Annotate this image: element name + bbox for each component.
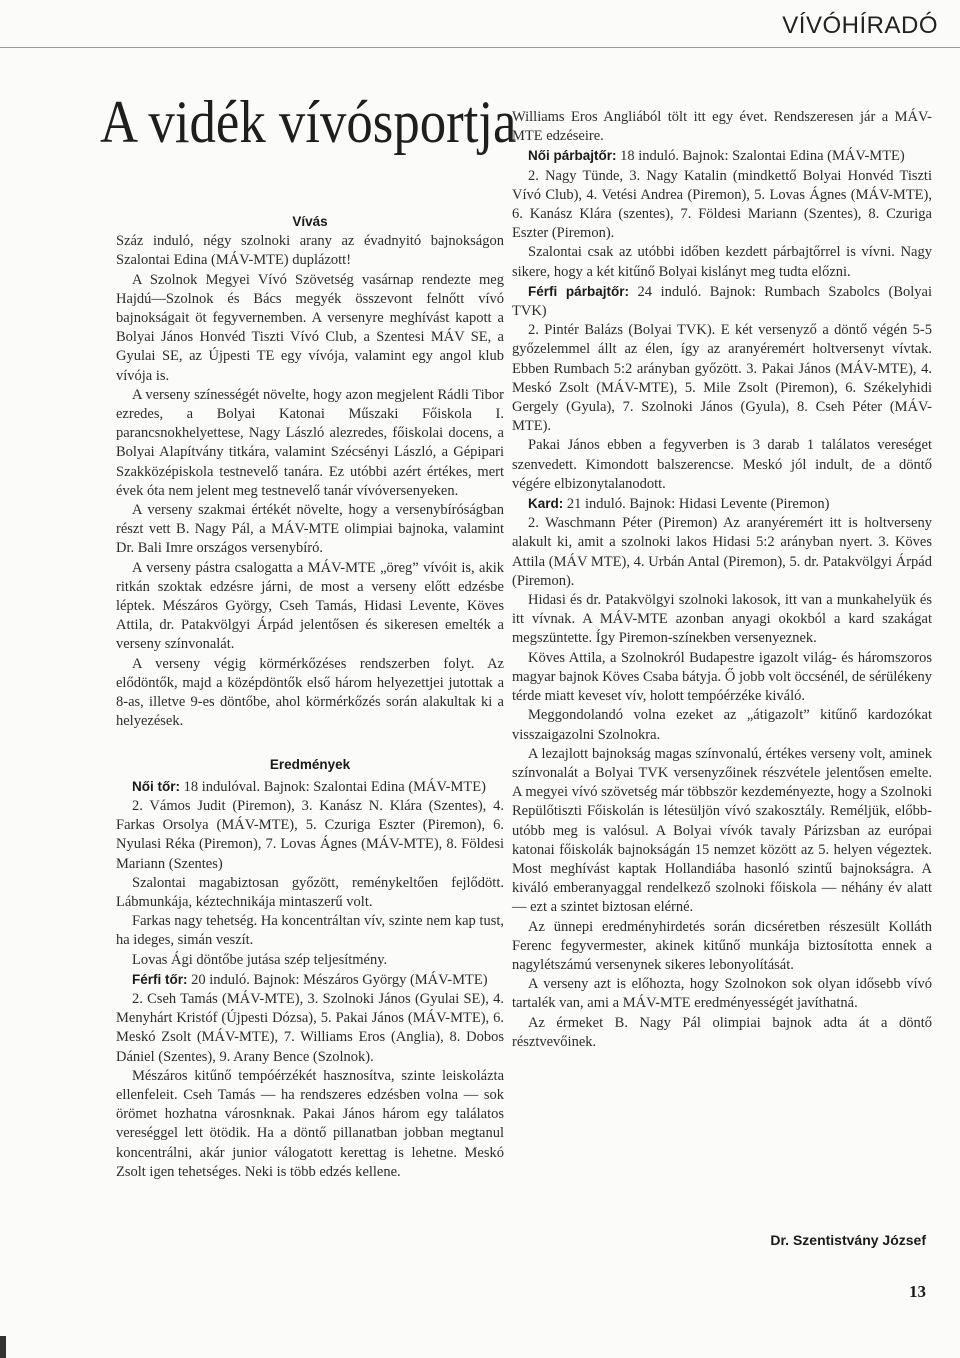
body-paragraph: A verseny azt is előhozta, hogy Szolnokon sok olyan idősebb vívó tartalék van, ami a MÁV-MTE eredményességét javíthatná. [512, 976, 932, 1012]
intro-heading: Vívás [292, 214, 328, 229]
body-paragraph: A verseny színességét növelte, hogy azon megjelent Rádli Tibor ezredes, a Bolyai Katonai Műszaki Főiskola I. parancsnokhelyettese, Nagy László alezredes, főiskolai docens, a Bolyai Alapítvány titkára, valamint Szécsényi László, a Gépipari Szakközépiskola testnevelő tanára. Ez utóbbi azért értékes, mert évek óta nem jelent meg testnevelő tanár vívóversenyeken. [116, 386, 504, 499]
mens-foil-placings: 2. Cseh Tamás (MÁV-MTE), 3. Szolnoki János (Gyulai SE), 4. Menyhárt Kristóf (Újpesti Dózsa), 5. Pakai János (MÁV-MTE), 6. Meskó Zsolt (MÁV-MTE), 7. Williams Eros (Anglia), 8. Dobos Dániel (Szentes), 9. Arany Bence (Szolnok). [116, 990, 504, 1065]
womens-epee-placings: 2. Nagy Tünde, 3. Nagy Katalin (mindkettő Bolyai Honvéd Tiszti Vívó Club), 4. Vetési Andrea (Piremon), 5. Lovas Ágnes (MÁV-MTE), 6. Kanász Klára (szentes), 7. Földesi Mariann (Szentes), 8. Czuriga Eszter (Piremon). [512, 167, 932, 242]
results-heading: Eredmények [269, 757, 351, 773]
body-paragraph: A lezajlott bajnokság magas színvonalú, értékes verseny volt, aminek színvonalát a Bolyai TVK versenyzőinek részvétele jelentősen emelte. A megyei vívó szövetség már többször kezdeményezte, hogy a Szolnoki Repülőtiszti Főiskolán is létesüljön vívó szakosztály. Reméljük, előbb-utóbb meg is valósul. A Bolyai vívók tavaly Párizsban az európai katonai főiskolák bajnokságán 15 nemzet között az 5. helyen végeztek. Most meghívást kaptak Hollandiába hasonló szintű bajnokságra. A kiváló emberanyaggal rendelkező szolnoki főiskola — néhány év alatt — ezt a szintet biztosan elérné. [512, 745, 932, 916]
body-paragraph: Mészáros kitűnő tempóérzékét hasznosítva, szinte leiskolázta ellenfeleit. Cseh Tamás — ha rendszeres edzésben volna — sok örömet hozhatna városnknak. Pakai János három egy találatos vereséggel lett ötödik. Ha a döntő pillanatban jobban megtanul koncentrálni, akár junior válogatott kerettag is lehetne. Meskó Zsolt igen tehetséges. Neki is több edzés kellene. [116, 1067, 504, 1180]
womens-epee-label: Női párbajtőr: [528, 148, 617, 164]
body-paragraph: Meggondolandó volna ezeket az „átigazolt” kitűnő kardozókat visszaigazolni Szolnokra. [512, 707, 932, 743]
lead-paragraph: Száz induló, négy szolnoki arany az évadnyitó bajnokságon Szalontai Edina (MÁV-MTE) duplázott! [116, 233, 504, 269]
womens-epee-summary: 18 induló. Bajnok: Szalontai Edina (MÁV-MTE) [616, 148, 905, 165]
left-column [116, 212, 504, 1182]
body-paragraph: Szalontai magabiztosan győzött, reménykeltően fejlődött. Lábmunkája, kéztechnikája mintaszerű volt. [116, 874, 504, 910]
page-number: 13 [909, 1282, 926, 1301]
body-paragraph: Farkas nagy tehetség. Ha koncentráltan vív, szinte nem kap tust, ha ideges, simán veszít. [116, 913, 504, 949]
scan-edge-mark [0, 1336, 6, 1358]
mens-epee-summary: 24 induló. Bajnok: Rumbach Szabolcs (Bolyai TVK) [512, 283, 932, 320]
womens-foil-winner [116, 777, 504, 797]
body-paragraph: Az érmeket B. Nagy Pál olimpiai bajnok adta át a döntő résztvevőinek. [512, 1014, 932, 1050]
author-signature: Dr. Szentistvány József [770, 1232, 926, 1248]
running-header: VÍVÓHÍRADÓ [782, 12, 938, 39]
mens-foil-label: Férfi tőr: [132, 971, 188, 987]
body-paragraph: Hidasi és dr. Patakvölgyi szolnoki lakosok, itt van a munkahelyük és itt vívnak. A MÁV-MTE azonban anyagi okokból a kard szakágat megszüntette. Így Piremon-színekben versenyeznek. [512, 592, 932, 647]
sabre-label: Kard: [528, 496, 564, 512]
sabre-summary: 21 induló. Bajnok: Hidasi Levente (Piremon) [563, 496, 830, 513]
mens-foil-winner [116, 970, 504, 990]
header-rule [0, 47, 960, 48]
body-paragraph: Az ünnepi eredményhirdetés során dicséretben részesült Kolláth Ferenc fegyvermester, akinek kitűnő munkája biztosította ennek a nagylétszámú versenynek sikeres lebonyolítását. [512, 918, 932, 973]
body-paragraph: Szalontai csak az utóbbi időben kezdett párbajtőrrel is vívni. Nagy sikere, hogy a két kitűnő Bolyai kislányt meg tudta előzni. [512, 244, 932, 280]
body-paragraph: Köves Attila, a Szolnokról Budapestre igazolt világ- és háromszoros magyar bajnok Köves Csaba bátyja. Ő jobb volt öccsénél, de sérülékeny térde miatt keveset vív, holott tempóérzéke kiváló. [512, 649, 932, 705]
sabre-winner [512, 494, 932, 514]
body-paragraph: A verseny pástra csalogatta a MÁV-MTE „öreg” vívóit is, akik ritkán szoktak edzésre járni, de most a verseny előtt edzésbe léptek. Mészáros György, Cseh Tamás, Hidasi Levente, Köves Attila, dr. Patakvölgyi Árpád jelentősen és sikeresen emelték a verseny színvonalát. [116, 559, 504, 653]
mens-foil-summary: 20 induló. Bajnok: Mészáros György (MÁV-MTE) [187, 971, 488, 988]
right-column [512, 108, 932, 1052]
mens-epee-label: Férfi párbajtőr: [528, 283, 629, 299]
body-paragraph: Pakai János ebben a fegyverben is 3 darab 1 találatos vereséget szenvedett. Kimondott balszerencse. Meskó jól indult, de a döntő végére elbizonytalanodott. [512, 437, 932, 492]
womens-foil-placings: 2. Vámos Judit (Piremon), 3. Kanász N. Klára (Szentes), 4. Farkas Orsolya (MÁV-MTE), 5. Czuriga Eszter (Piremon), 6. Nyulasi Réka (Piremon), 7. Lovas Ágnes (MÁV-MTE), 8. Földesi Mariann (Szentes) [116, 797, 504, 872]
mens-epee-winner [512, 282, 932, 321]
body-paragraph: A verseny szakmai értékét növelte, hogy a versenybíróságban részt vett B. Nagy Pál, a MÁV-MTE olimpiai bajnoka, valamint Dr. Bali Imre országos versenybíró. [116, 502, 504, 557]
body-paragraph: Williams Eros Angliából tölt itt egy évet. Rendszeresen jár a MÁV-MTE edzéseire. [512, 109, 932, 145]
womens-epee-winner [512, 146, 932, 166]
mens-epee-placings: 2. Pintér Balázs (Bolyai TVK). E két versenyző a döntő végén 5-5 győzelemmel állt az élen, így az aranyéremért holtversenyt vívtak. Ebben Rumbach 5:2 arányban győzött. 3. Pakai János (MÁV-MTE), 4. Meskó Zsolt (MÁV-MTE), 5. Mile Zsolt (Piremon), 6. Székelyhidi Gergely (Gyula), 7. Szolnoki János (Gyula), 8. Cseh Péter (MÁV-MTE). [512, 322, 932, 435]
womens-foil-label: Női tőr: [132, 778, 180, 794]
sabre-placings: 2. Waschmann Péter (Piremon) Az aranyéremért itt is holtverseny alakult ki, amit a szolnoki lakos Hidasi 5:2 arányban nyert. 3. Köves Attila (MÁV MTE), 4. Urbán Antal (Piremon), 5. dr. Patakvölgyi Árpád (Piremon). [512, 515, 932, 589]
body-paragraph: Lovas Ági döntőbe jutása szép teljesítmény. [132, 951, 388, 968]
body-paragraph: A Szolnok Megyei Vívó Szövetség vasárnap rendezte meg Hajdú—Szolnok és Bács megyék összevont felnőtt vívó bajnokságait öt fegyvernemben. A versenyre meghívást kapott a Bolyai János Honvéd Tiszti Vívó Club, a Szentesi MÁV SE, a Gyulai SE, az Újpesti TE egy vívója, valamint egy angol klub vívója is. [116, 271, 504, 384]
womens-foil-summary: 18 indulóval. Bajnok: Szalontai Edina (MÁV-MTE) [180, 778, 486, 795]
body-paragraph: A verseny végig körmérkőzéses rendszerben folyt. Az elődöntők, majd a középdöntők első három helyezettjei jutottak a 8-as, illetve 9-es döntőbe, ahol körmérkőzés során alakultak ki a helyezések. [116, 655, 504, 730]
article-title: A vidék vívósportja [100, 89, 517, 155]
